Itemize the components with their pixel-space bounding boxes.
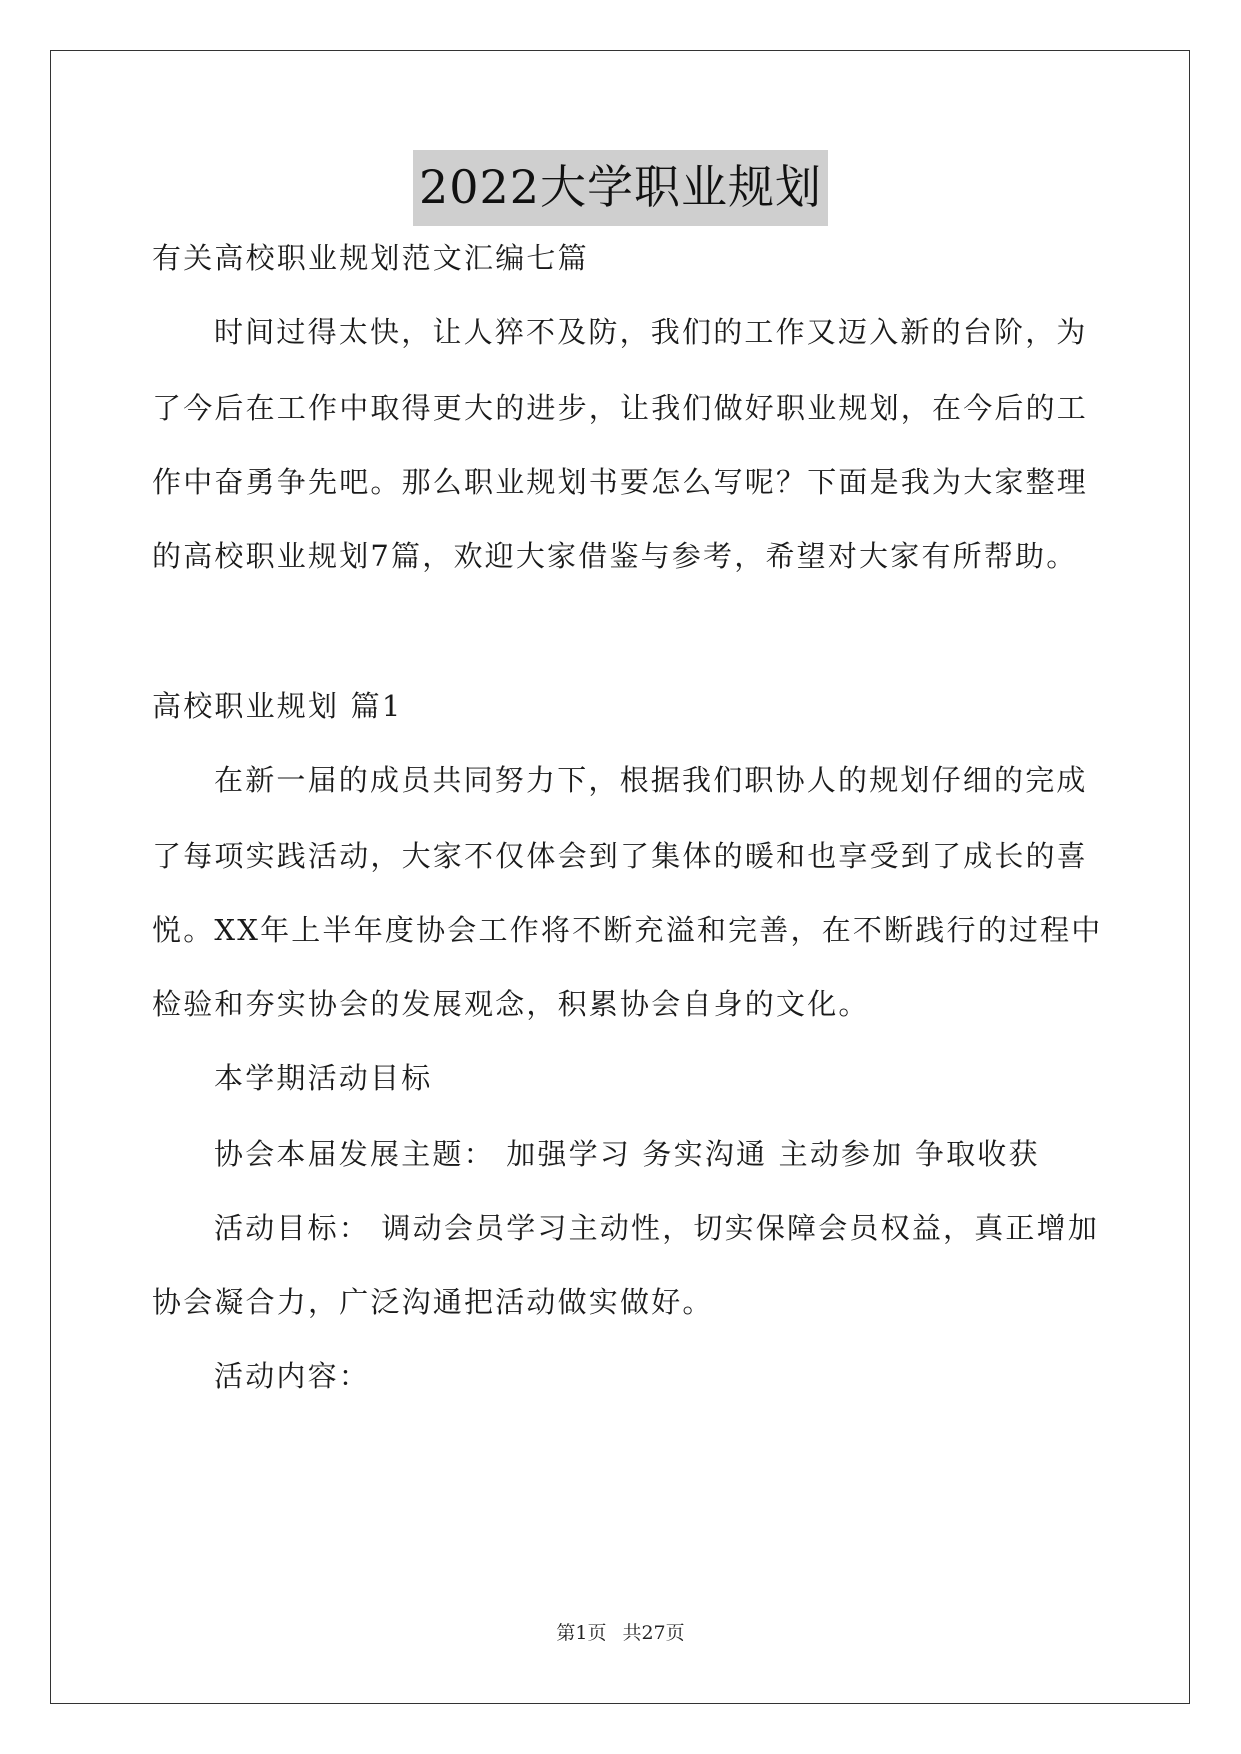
- paragraph-line: 时间过得太快，让人猝不及防，我们的工作又迈入新的台阶，为: [214, 315, 1088, 349]
- paragraph-line: 协会凝合力，广泛沟通把活动做实做好。: [152, 1285, 714, 1319]
- page-total: 共27页: [622, 1622, 685, 1644]
- paragraph-line: 检验和夯实协会的发展观念，积累协会自身的文化。: [152, 987, 870, 1021]
- paragraph-line: 悦。XX年上半年度协会工作将不断充溢和完善，在不断践行的过程中: [152, 913, 1103, 947]
- paragraph-line: 作中奋勇争先吧。那么职业规划书要怎么写呢？下面是我为大家整理: [152, 465, 1089, 499]
- paragraph-line: 活动内容：: [214, 1359, 371, 1393]
- subheading-line: 本学期活动目标: [214, 1061, 433, 1095]
- paragraph-line: 活动目标： 调动会员学习主动性，切实保障会员权益，真正增加: [214, 1211, 1100, 1245]
- section-heading: 高校职业规划 篇1: [152, 689, 403, 723]
- paragraph-line: 了今后在工作中取得更大的进步，让我们做好职业规划，在今后的工: [152, 391, 1089, 425]
- title-wrapper: [0, 150, 1241, 226]
- paragraph-line: 协会本届发展主题： 加强学习 务实沟通 主动参加 争取收获: [214, 1137, 1040, 1171]
- page-footer: [0, 1620, 1241, 1646]
- page-number: 第1页: [556, 1622, 607, 1644]
- paragraph-line: 的高校职业规划7篇，欢迎大家借鉴与参考，希望对大家有所帮助。: [152, 539, 1078, 573]
- document-title: 2022大学职业规划: [413, 150, 828, 226]
- paragraph-line: 了每项实践活动，大家不仅体会到了集体的暖和也享受到了成长的喜: [152, 839, 1089, 873]
- page-border: [50, 50, 1190, 1704]
- document-subtitle: 有关高校职业规划范文汇编七篇: [152, 241, 589, 275]
- paragraph-line: 在新一届的成员共同努力下，根据我们职协人的规划仔细的完成: [214, 763, 1088, 797]
